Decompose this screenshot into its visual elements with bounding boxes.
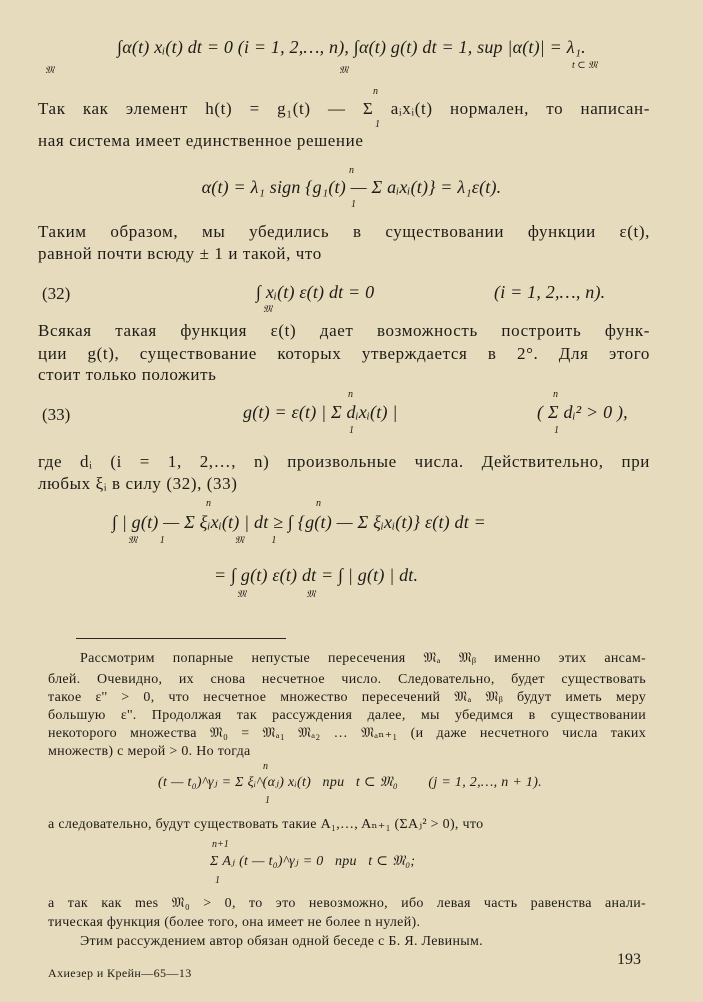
printer-signature: Ахиезер и Крейн—65—13 — [48, 966, 192, 980]
text-line-6: ции g(t), существование которых утверждается в 2°. Для этого — [38, 344, 650, 363]
text-line-1: Так как элемент h(t) = g₁(t) — Σ aᵢxᵢ(t) нормален, то написан- — [38, 99, 650, 118]
equation-33-condition-lower: 1 — [554, 425, 559, 436]
formula-line-1: ∫α(t) xᵢ(t) dt = 0 (i = 1, 2,…, n), ∫α(t) g(t) dt = 1, sup |α(t)| = λ₁. — [117, 37, 586, 57]
formula-3-upper-limits: n n — [206, 498, 321, 509]
equation-33-condition-upper: n — [553, 389, 558, 400]
footnote-separator — [76, 638, 286, 639]
footnote-formula-2-upper: n+1 — [212, 839, 229, 850]
footnote-formula-2-lower: 1 — [215, 875, 220, 886]
equation-33-number: (33) — [42, 405, 71, 424]
formula-1-subscript-b: 𝔐 — [339, 65, 349, 76]
formula-3-lower-limits: 𝔐 1 𝔐 1 — [128, 535, 277, 546]
formula-2-sum-upper: n — [349, 165, 354, 176]
footnote-formula-1-lower: 1 — [265, 795, 270, 806]
text-line-8: где dᵢ (i = 1, 2,…, n) произвольные числа. Действительно, при — [38, 452, 650, 471]
formula-2-sum-lower: 1 — [351, 199, 356, 210]
page-number: 193 — [617, 951, 641, 968]
text-line-4: равной почти всюду ± 1 и такой, что — [38, 244, 322, 263]
equation-32-condition: (i = 1, 2,…, n). — [494, 282, 606, 302]
formula-4-lower-limits: 𝔐 𝔐 — [237, 589, 316, 600]
formula-1-subscript-c: t ⊂ 𝔐 — [572, 60, 598, 71]
footnote-line-10: Этим рассуждением автор обязан одной беседе с Б. Я. Левиным. — [80, 934, 483, 949]
footnote-formula-1-upper: n — [263, 761, 268, 772]
footnote-formula-1: (t — t₀)^γⱼ = Σ ξᵢ^(αⱼ) xᵢ(t) при t ⊂ 𝔐₀ (j = 1, 2,…, n + 1). — [158, 775, 542, 790]
footnote-line-7: а следовательно, будут существовать такие A₁,…, Aₙ₊₁ (ΣAⱼ² > 0), что — [48, 817, 484, 832]
equation-33: g(t) = ε(t) | Σ dᵢxᵢ(t) | — [243, 402, 398, 422]
equation-32-subscript: 𝔐 — [263, 304, 273, 315]
equation-32-number: (32) — [42, 284, 71, 303]
text-1-sum-upper: n — [373, 86, 378, 97]
footnote-line-9: тическая функция (более того, она имеет не более n нулей). — [48, 915, 421, 930]
text-1-sum-lower: 1 — [375, 119, 380, 130]
formula-line-4: = ∫ g(t) ε(t) dt = ∫ | g(t) | dt. — [214, 565, 419, 585]
text-line-9: любых ξᵢ в силу (32), (33) — [38, 474, 238, 493]
text-line-3: Таким образом, мы убедились в существовании функции ε(t), — [38, 222, 650, 241]
footnote-line-6: множеств) с мерой > 0. Но тогда — [48, 744, 251, 759]
formula-1-subscript-a: 𝔐 — [45, 65, 55, 76]
formula-line-2: α(t) = λ₁ sign {g₁(t) — Σ aᵢxᵢ(t)} = λ₁ε(t). — [201, 177, 502, 197]
text-line-5: Всякая такая функция ε(t) дает возможность построить функ- — [38, 321, 650, 340]
footnote-line-1: Рассмотрим попарные непустые пересечения 𝔐ₐ 𝔐ᵦ именно этих ансам- — [80, 651, 646, 666]
footnote-line-8: а так как mes 𝔐₀ > 0, то это невозможно, ибо левая часть равенства анали- — [48, 896, 646, 911]
footnote-line-4: большую ε''. Продолжая так рассуждения далее, мы убедимся в существовании — [48, 708, 646, 723]
formula-line-3: ∫ | g(t) — Σ ξᵢxᵢ(t) | dt ≥ ∫ {g(t) — Σ ξᵢxᵢ(t)} ε(t) dt = — [112, 512, 487, 532]
footnote-formula-2: Σ Aⱼ (t — t₀)^γⱼ = 0 при t ⊂ 𝔐₀; — [210, 854, 416, 869]
footnote-line-3: такое ε'' > 0, что несчетное множество пересечений 𝔐ₐ 𝔐ᵦ будут иметь меру — [48, 690, 646, 705]
text-line-2: ная система имеет единственное решение — [38, 131, 364, 150]
footnote-line-2: блей. Очевидно, их снова несчетное число. Следовательно, будет существовать — [48, 672, 646, 687]
text-line-7: стоит только положить — [38, 365, 217, 384]
equation-33-sum-upper: n — [348, 389, 353, 400]
equation-33-condition: ( Σ dᵢ² > 0 ), — [537, 402, 628, 422]
equation-32: ∫ xᵢ(t) ε(t) dt = 0 — [256, 282, 375, 302]
footnote-line-5: некоторого множества 𝔐₀ = 𝔐ₐ₁ 𝔐ₐ₂ … 𝔐ₐₙ₊₁ (и даже несчетного числа таких — [48, 726, 646, 741]
equation-33-sum-lower: 1 — [349, 425, 354, 436]
